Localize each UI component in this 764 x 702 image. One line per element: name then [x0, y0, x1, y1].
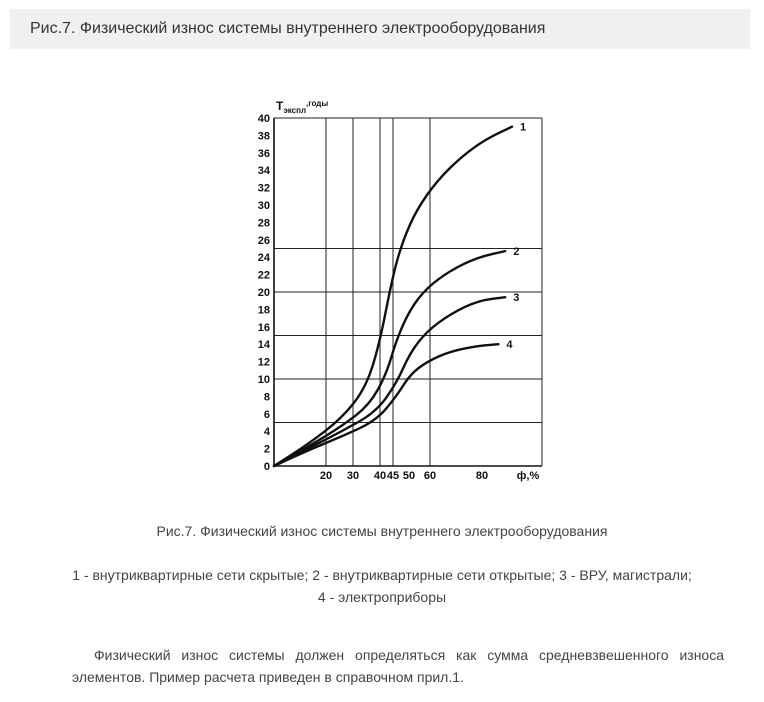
x-tick-label: 50 [402, 470, 416, 482]
y-tick-label: 0 [263, 461, 270, 473]
series-label-3: 3 [513, 292, 520, 305]
x-tick-label: 30 [346, 470, 360, 482]
series-label-2: 2 [513, 246, 520, 259]
body-paragraph: Физический износ системы должен определяться как сумма средневзвешенного износа элементов. Пример расчета приведен в справочном прил.1. [72, 647, 724, 685]
y-tick-label: 34 [257, 165, 270, 178]
x-tick-label: 20 [319, 470, 333, 482]
series-label-4: 4 [506, 339, 513, 352]
y-tick-label: 10 [257, 374, 270, 386]
x-tick-label: 40 [373, 470, 387, 482]
y-tick-label: 24 [257, 252, 270, 265]
y-tick-label: 14 [257, 339, 270, 352]
figure-caption: Рис.7. Физический износ системы внутреннего электрооборудования [156, 523, 608, 539]
series-label-1: 1 [520, 121, 527, 134]
series-curve-2 [274, 251, 505, 466]
y-tick-label: 38 [257, 130, 270, 143]
y-tick-label: 40 [257, 113, 270, 125]
y-tick-label: 26 [257, 234, 270, 247]
y-tick-label: 8 [263, 391, 270, 404]
y-tick-label: 32 [257, 182, 270, 195]
x-tick-label: 60 [423, 470, 437, 482]
figure-legend: 1 - внутриквартирные сети скрытые; 2 - внутриквартирные сети открытые; 3 - ВРУ, магистрали; 4 - электроприборы [72, 567, 692, 605]
series-curve-3 [274, 297, 505, 466]
y-axis-label: $Т_{экспл}^{,годы}$ [276, 99, 329, 115]
y-tick-label: 28 [257, 217, 270, 230]
y-tick-label: 16 [257, 321, 270, 334]
y-tick-label: 22 [257, 269, 270, 282]
y-tick-label: 4 [263, 426, 270, 439]
y-tick-label: 12 [257, 356, 270, 369]
y-tick-label: 2 [263, 443, 270, 456]
y-tick-label: 6 [263, 408, 270, 421]
y-tick-label: 20 [257, 287, 270, 299]
y-tick-label: 18 [257, 304, 270, 317]
x-axis-label: ф,% [516, 470, 540, 482]
x-tick-label: 80 [475, 470, 489, 482]
y-tick-label: 36 [257, 147, 270, 160]
x-tick-label: 45 [386, 470, 400, 482]
header-title: Рис.7. Физический износ системы внутреннего электрооборудования [30, 20, 546, 37]
y-tick-label: 30 [257, 200, 270, 212]
